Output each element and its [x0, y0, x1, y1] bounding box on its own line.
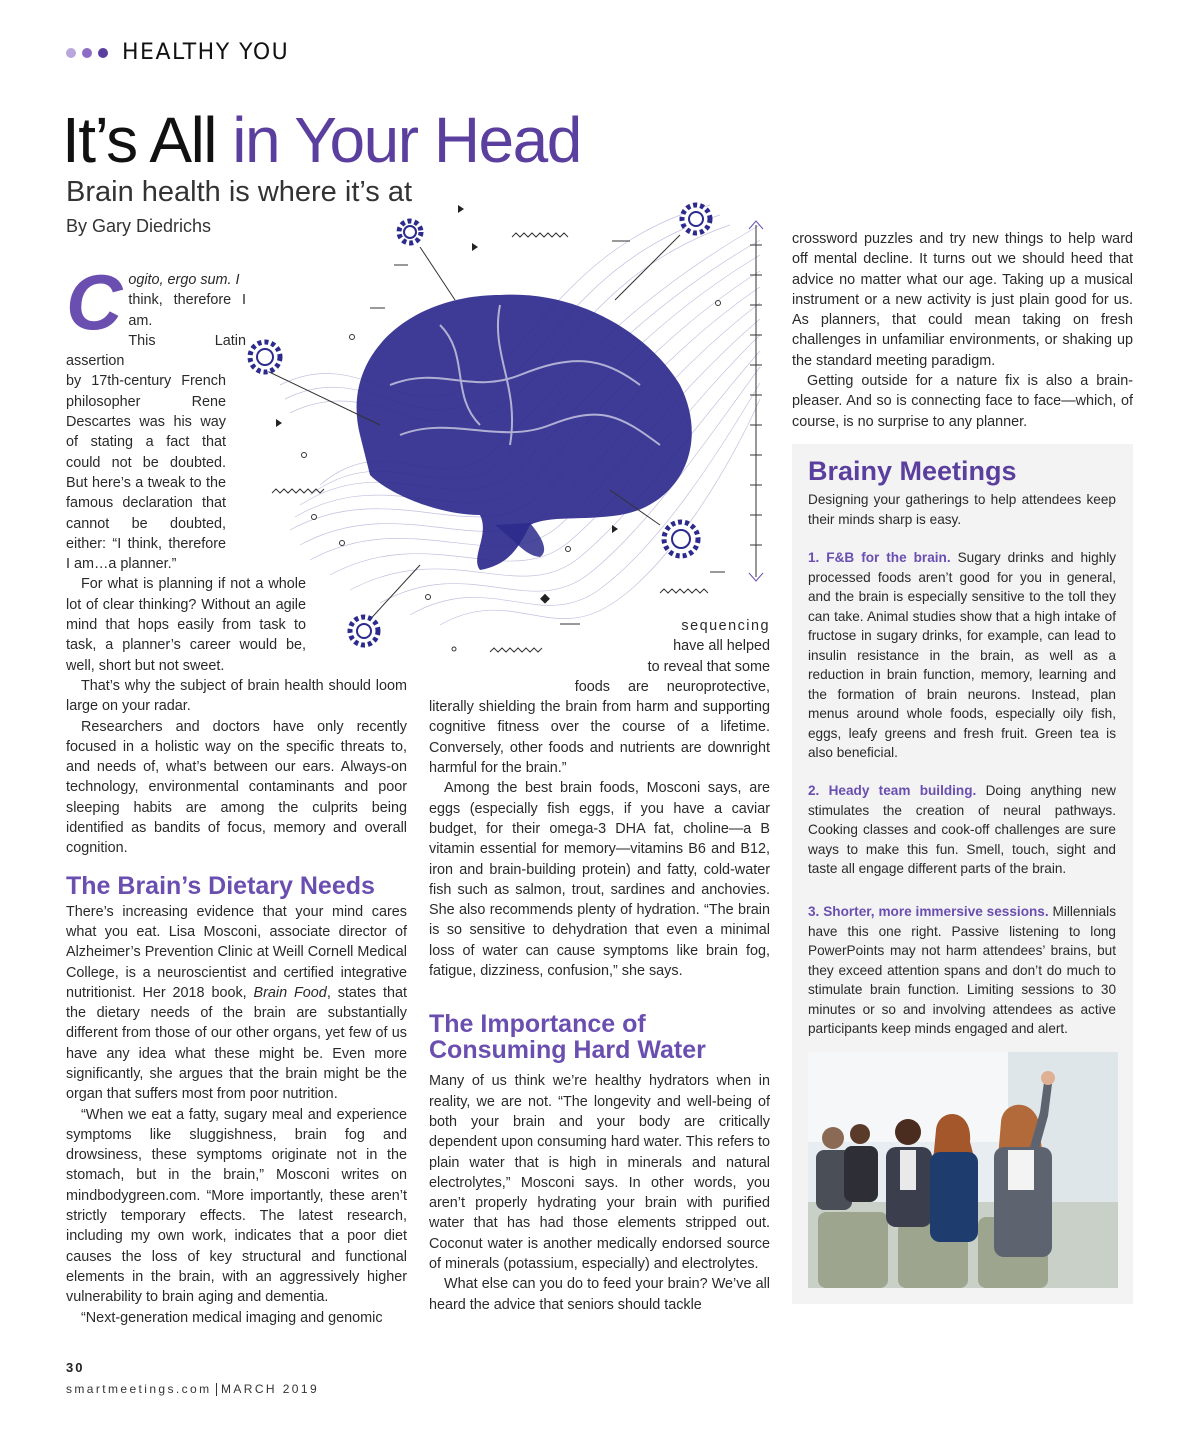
sidebar-item: 2. Heady team building. Doing anything new stimulates the creation of neural pathways. Cooking classes and cook-off challenges are sure ways to make this fun. Smell, touch, sight and taste all engage different parts of the brain.	[808, 783, 1117, 876]
paragraph: What else can you do to feed your brain? We’ve all heard the advice that seniors should tackle	[429, 1276, 770, 1313]
sidebar-intro: Designing your gatherings to help attendees keep their minds sharp is easy.	[808, 492, 1116, 527]
article-title: It’s All in Your Head	[62, 104, 581, 176]
kicker-dot	[98, 48, 108, 58]
paragraph: “When we eat a fatty, sugary meal and experience symptoms like sluggishness, brain fog and drowsiness, these symptoms originate not in the stomach, but in the brain,” Mosconi writes on mindbodygreen.com. “More importantly, these aren’t strictly temporary effects. The latest research, including my own work, indicates that a poor diet causes the loss of key structural and functional elements in the brain, with an aggressively higher vulnerability to brain aging and dementia.	[66, 1106, 407, 1306]
drop-cap: C	[66, 258, 123, 346]
column-2	[429, 616, 770, 1315]
section-heading: The Brain’s Dietary Needs	[66, 871, 375, 900]
sidebar-title: Brainy Meetings	[808, 456, 1017, 486]
intro-paragraph: by 17th-century French philosopher Rene Descartes was his way of stating a fact that could not be doubted. But here’s a tweak to the famous declaration that cannot be doubted, either: “I think, therefore I am…a planner.”	[66, 373, 226, 573]
text-fragment: sequencing	[681, 618, 770, 634]
paragraph: Among the best brain foods, Mosconi says, are eggs (especially fish eggs, if you have a caviar budget, for their omega-3 DHA fat, choline—a B vitamin essential for memory—vitamins B6 and B12, iron and brain-building protein) and fatty, cold-water fish such as salmon, trout, sardines and anchovies. She also recommends plenty of hydration. “The brain is so sensitive to dehydration that even a minimal loss of water can cause symptoms like brain fog, fatigue, dizziness, confusion,” she says.	[429, 780, 770, 980]
text-fragment: to reveal that some	[647, 658, 770, 675]
sidebar-box	[792, 444, 1133, 1304]
paragraph: Researchers and doctors have only recently focused in a holistic way on the specific threats to, and needs of, what’s between our ears. Always-on technology, environmental contaminants and poor sleeping habits are among the culprits being identified as bandits of focus, memory and overall cognition.	[66, 718, 407, 857]
sidebar-item: 1. F&B for the brain. Sugary drinks and highly processed foods aren’t good for you in general, and the brain is especially sensitive to the toll they can take. Animal studies show that a high intake of fructose in sugary drinks, for example, can lead to insulin resistance in the brain, as well as a reduction in brain function, memory, learning and the formation of brain neurons. Instead, plan menus around whole foods, especially oily fish, eggs, leafy greens and fresh fruit. Green tea is also beneficial.	[808, 550, 1117, 760]
byline: By Gary Diedrichs	[66, 216, 212, 236]
audience-photo	[808, 1052, 1118, 1288]
section-heading: The Importance of Consuming Hard Water	[429, 1010, 706, 1065]
paragraph: “Next-generation medical imaging and genomic	[81, 1309, 383, 1326]
column-3	[792, 229, 1133, 432]
intro-block	[66, 258, 246, 371]
paragraph: Many of us think we’re healthy hydrators when in reality, we are not. “The longevity and well-being of both your brain and your body are critically dependent upon consuming hard water. This refers to plain water that is high in minerals and natural electrolytes,” Mosconi says. In other words, you aren’t properly hydrating your brain with purified water that has had those elements stripped out. Coconut water is another medically endorsed source of minerals (potassium, especially) and electrolytes.	[429, 1073, 770, 1273]
sidebar-item: 3. Shorter, more immersive sessions. Millennials have this one right. Passive listening to long PowerPoints may not harm attendees’ brains, but they exceed attention spans and don’t do much to stimulate brain function. Limiting sessions to 30 minutes or so and involving attendees as active participants keep minds engaged and alert.	[808, 904, 1116, 1036]
intro-line: think, therefore I am.	[128, 292, 246, 329]
issue-date: MARCH 2019	[221, 1382, 320, 1396]
page-number: 30	[66, 1360, 85, 1375]
site-name: smartmeetings.com	[66, 1382, 212, 1396]
kicker-dot	[82, 48, 92, 58]
paragraph: crossword puzzles and try new things to help ward off mental decline. It turns out we should heed that advice no matter what our age. Taking up a musical instrument or a new activity is just plain good for us. As planners, that could mean taking on fresh challenges in unfamiliar environments, or shaking up the standard meeting paradigm.	[792, 231, 1133, 369]
paragraph: There’s increasing evidence that your mind cares what you eat. Lisa Mosconi, associate director of Alzheimer’s Prevention Clinic at Weill Cornell Medical College, is a neuroscientist and certified integrative nutritionist. Her 2018 book, Brain Food, states that the dietary needs of the brain are substantially different from those of our other organs, yet few of us have any idea what these might be. Even more significantly, she argues that the brain might be the organ that suffers most from poor nutrition.	[66, 903, 407, 1103]
paragraph: For what is planning if not a whole lot of clear thinking? Without an agile mind that hops easily from task to task, a planner’s career would be, well, short but not sweet.	[66, 576, 306, 674]
intro-line: ogito, ergo sum. I	[128, 272, 240, 288]
paragraph: Getting outside for a nature fix is also a brain-pleaser. And so is connecting face to face—which, of course, is no surprise to any planner.	[792, 373, 1133, 430]
book-title: Brain Food	[253, 984, 327, 1001]
section-label: HEALTHY YOU	[122, 40, 290, 65]
section-kicker	[66, 40, 289, 65]
kicker-dot	[66, 48, 76, 58]
text-fragment: foods are neuroprotective,	[574, 678, 770, 695]
folio	[66, 1382, 319, 1396]
intro-line: This Latin assertion	[66, 332, 246, 370]
paragraph: That’s why the subject of brain health should loom large on your radar.	[66, 677, 407, 715]
paragraph: literally shielding the brain from harm and supporting cognitive fitness over the course of a lifetime. Conversely, other foods and nutrients are downright harmful for the brain.”	[429, 699, 770, 777]
column-1	[66, 258, 407, 1328]
folio-divider	[216, 1383, 218, 1396]
article-subtitle: Brain health is where it’s at	[66, 176, 413, 208]
text-fragment: have all helped	[673, 638, 770, 655]
